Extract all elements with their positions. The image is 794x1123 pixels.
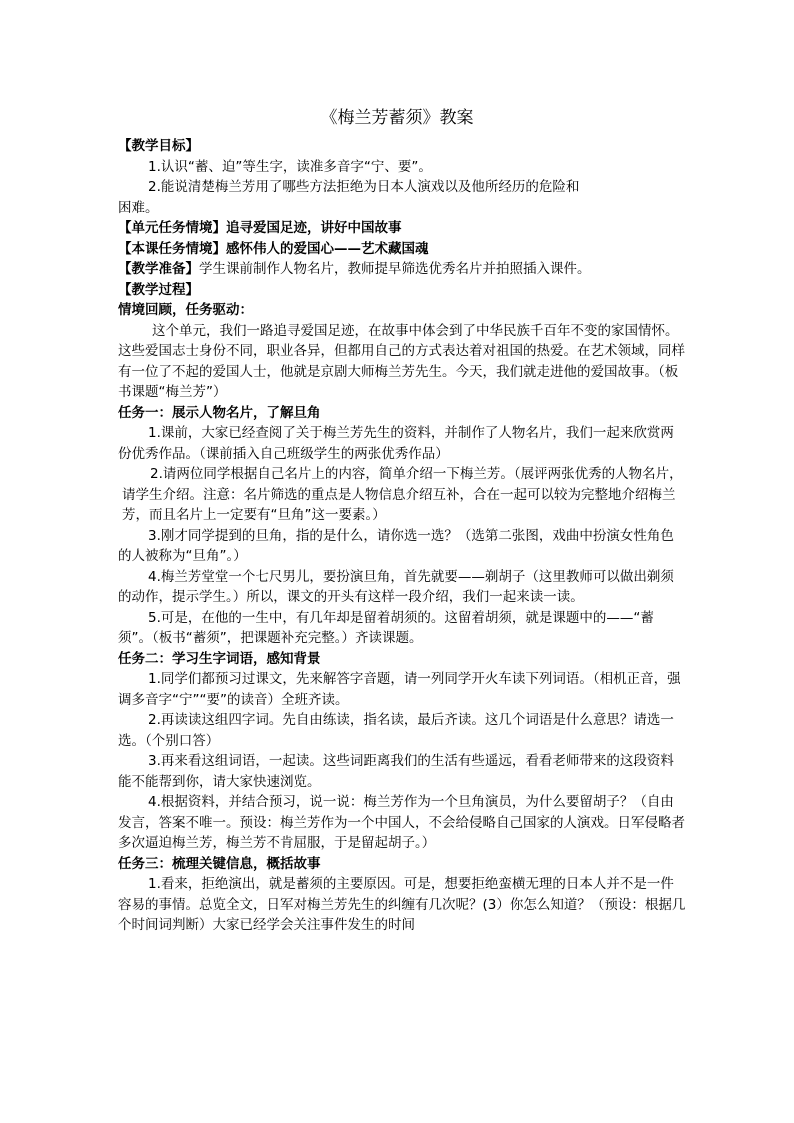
- goal-heading: 【教学目标】: [118, 138, 199, 154]
- lesson-situation: [118, 239, 686, 260]
- goal-item-1: 1.认识“蓄、迫”等生字，读准多音字“宁、要”。: [148, 158, 432, 175]
- process-heading: 【教学过程】: [118, 281, 199, 298]
- task1-step-5: 5.可是，在他的一生中，有几年却是留着胡须的。这留着胡须，就是课题中的——“蓄须”。（板书“蓄须”，把课题补充完整。）齐读课题。: [118, 609, 654, 646]
- teaching-prep: [118, 259, 686, 280]
- lesson-situation-text: 感怀伟人的爱国心——艺术藏国魂: [226, 240, 429, 257]
- goal-item-2-line2: 困难。: [118, 199, 159, 216]
- unit-situation: [118, 218, 686, 239]
- unit-situation-text: 追寻爱国足迹，讲好中国故事: [226, 220, 402, 236]
- goal-item-2-line1: 2.能说清楚梅兰芳用了哪些方法拒绝为日本人演戏以及他所经历的危险和: [148, 179, 580, 195]
- document-title: 《梅兰芳蓄须》教案: [320, 108, 474, 128]
- review-heading: 情境回顾，任务驱动：: [118, 302, 253, 318]
- task1-step-4: 4.梅兰芳堂堂一个七尺男儿，要扮演旦角，首先就要——剃胡子（这里教师可以做出剃须的动作，提示学生。）所以，课文的开头有这样一段介绍，我们一起来读一读。: [118, 568, 674, 605]
- unit-situation-label: 【单元任务情境】: [118, 220, 226, 236]
- task3-heading: 任务三：梳理关键信息，概括故事: [118, 855, 321, 872]
- document-body: [118, 136, 686, 936]
- task2-heading: 任务二：学习生字词语，感知背景: [118, 650, 321, 667]
- task2-step-1: 1.同学们都预习过课文，先来解答字音题，请一列同学开火车读下列词语。（相机正音，强调多音字“宁”“要”的读音）全班齐读。: [118, 671, 681, 708]
- task1-heading: 任务一：展示人物名片，了解旦角: [118, 404, 321, 421]
- task2-step-3: 3.再来看这组词语，一起读。这些词距离我们的生活有些遥远，看看老师带来的这段资料能不能帮到你，请大家快速浏览。: [118, 753, 674, 790]
- task2-step-4: 4.根据资料，并结合预习，说一说：梅兰芳作为一个旦角演员，为什么要留胡子？（自由发言，答案不唯一。预设：梅兰芳作为一个中国人，不会给侵略自己国家的人演戏。日军侵略者多次逼迫梅兰芳，梅兰芳不肯屈服，于是留起胡子。）: [118, 794, 685, 851]
- task1-step-3: 3.刚才同学提到的旦角，指的是什么，请你选一选？（选第二张图，戏曲中扮演女性角色的人被称为“旦角”。）: [118, 527, 674, 564]
- task1-step-2: 2.请两位同学根据自己名片上的内容，简单介绍一下梅兰芳。（展评两张优秀的人物名片，请学生介绍。注意：名片筛选的重点是人物信息介绍互补，合在一起可以较为完整地介绍梅兰芳，而且名片上一定要有“旦角”这一要素。）: [122, 466, 683, 523]
- teaching-prep-text: 学生课前制作人物名片，教师提早筛选优秀名片并拍照插入课件。: [199, 261, 591, 277]
- task1-step-1: 1.课前，大家已经查阅了关于梅兰芳先生的资料，并制作了人物名片，我们一起来欣赏两份优秀作品。（课前插入自己班级学生的两张优秀作品）: [118, 425, 674, 462]
- lesson-situation-label: 【本课任务情境】: [118, 240, 226, 257]
- review-paragraph: 这个单元，我们一路追寻爱国足迹，在故事中体会到了中华民族千百年不变的家国情怀。这些爱国志士身份不同，职业各异，但都用自己的方式表达着对祖国的热爱。在艺术领域，同样有一位了不起的爱国人士，他就是京剧大师梅兰芳先生。今天，我们就走进他的爱国故事。（板书课题“梅兰芳”）: [118, 322, 685, 400]
- task3-step-1: 1.看来，拒绝演出，就是蓄须的主要原因。可是，想要拒绝蛮横无理的日本人并不是一件容易的事情。总览全文，日军对梅兰芳先生的纠缠有几次呢？(3）你怎么知道？（预设：根据几个时间词判断）大家已经学会关注事件发生的时间: [118, 876, 686, 933]
- task2-step-2: 2.再读读这组四字词。先自由练读，指名读，最后齐读。这几个词语是什么意思？请选一选。（个别口答）: [118, 712, 674, 749]
- teaching-prep-label: 【教学准备】: [118, 261, 199, 277]
